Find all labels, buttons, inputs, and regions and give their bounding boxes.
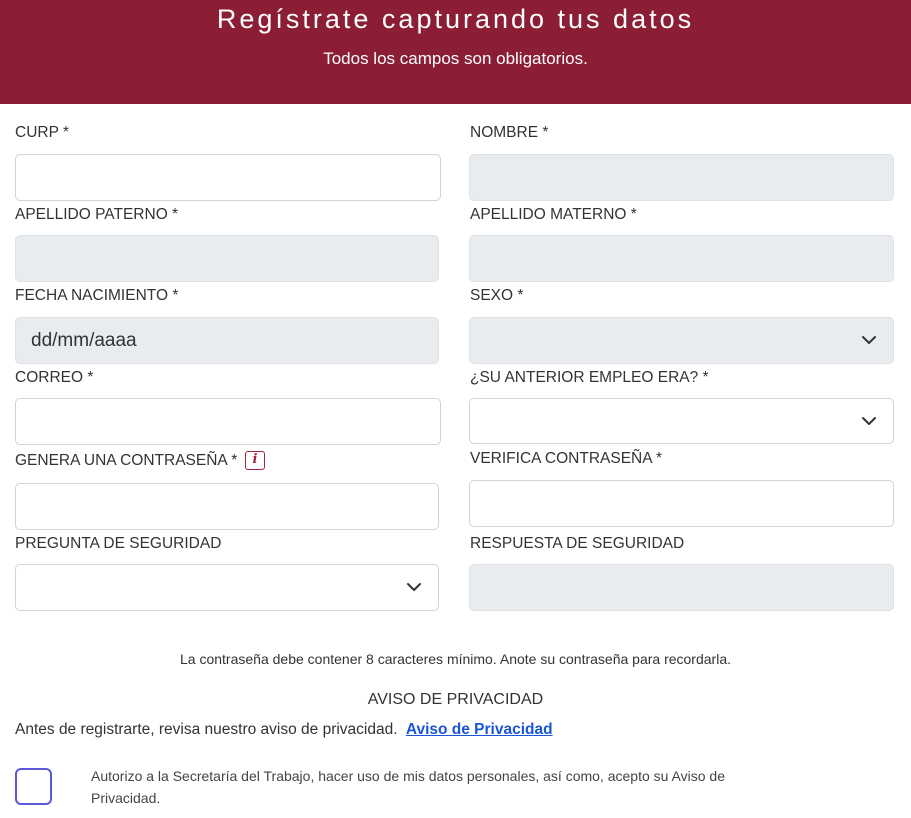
privacy-text: Antes de registrarte, revisa nuestro aviso de privacidad.	[15, 721, 398, 738]
date-placeholder: dd/mm/aaaa	[31, 330, 137, 351]
correo-input[interactable]	[15, 398, 441, 445]
info-icon[interactable]: i	[245, 451, 265, 470]
privacy-text-row	[15, 721, 553, 739]
chevron-down-icon	[861, 415, 877, 427]
chevron-down-icon	[861, 334, 877, 346]
apellido-materno-label: APELLIDO MATERNO *	[470, 206, 637, 223]
curp-input[interactable]	[15, 154, 441, 201]
anterior-empleo-label: ¿SU ANTERIOR EMPLEO ERA? *	[470, 369, 709, 386]
contrasena-input[interactable]	[15, 483, 439, 530]
curp-label: CURP *	[15, 124, 69, 141]
nombre-input[interactable]	[469, 154, 894, 201]
apellido-paterno-input[interactable]	[15, 235, 439, 282]
respuesta-label: RESPUESTA DE SEGURIDAD	[470, 535, 685, 552]
contrasena-label: GENERA UNA CONTRASEÑA *	[15, 452, 238, 469]
apellido-materno-input[interactable]	[469, 235, 894, 282]
anterior-empleo-select[interactable]	[469, 398, 894, 444]
sexo-select[interactable]	[469, 317, 894, 364]
pregunta-select[interactable]	[15, 564, 439, 611]
page-title: Regístrate capturando tus datos	[216, 4, 695, 34]
apellido-paterno-label: APELLIDO PATERNO *	[15, 206, 179, 223]
page-subtitle: Todos los campos son obligatorios.	[323, 49, 588, 68]
chevron-down-icon	[406, 581, 422, 593]
fecha-nacimiento-label: FECHA NACIMIENTO *	[15, 287, 179, 304]
nombre-label: NOMBRE *	[470, 124, 549, 141]
registration-header	[0, 0, 911, 104]
privacy-title: AVISO DE PRIVACIDAD	[367, 691, 544, 708]
privacy-link[interactable]: Aviso de Privacidad	[405, 721, 553, 738]
pregunta-label: PREGUNTA DE SEGURIDAD	[15, 535, 222, 552]
verifica-contrasena-label: VERIFICA CONTRASEÑA *	[470, 450, 663, 467]
verifica-contrasena-input[interactable]	[469, 480, 894, 527]
correo-label: CORREO *	[15, 369, 94, 386]
privacy-consent-text: Autorizo a la Secretaría del Trabajo, hacer uso de mis datos personales, así como, acepto su Aviso de Privacidad.	[91, 768, 725, 806]
fecha-nacimiento-input[interactable]	[15, 317, 439, 364]
password-note: La contraseña debe contener 8 caracteres mínimo. Anote su contraseña para recordarla.	[180, 651, 731, 667]
privacy-consent-checkbox[interactable]	[15, 768, 52, 805]
respuesta-input[interactable]	[469, 564, 894, 611]
sexo-label: SEXO *	[470, 287, 524, 304]
